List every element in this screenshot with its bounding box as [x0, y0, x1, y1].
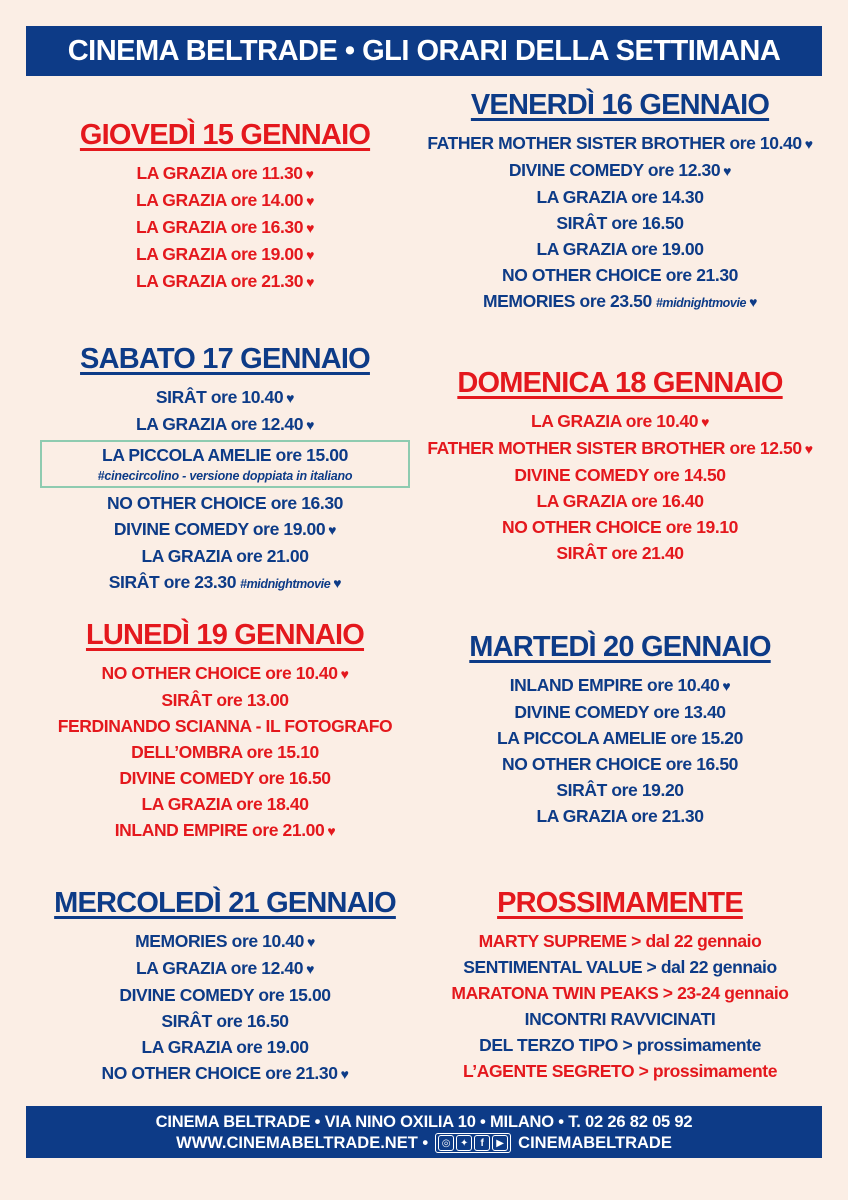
heart-icon: ♥ — [286, 390, 295, 406]
twitter-icon[interactable]: ✦ — [456, 1135, 472, 1151]
screening: SIRÂT ore 23.30 #midnightmovie ♥ — [108, 572, 342, 592]
day-title: VENERDÌ 16 GENNAIO — [470, 89, 770, 121]
heart-icon: ♥ — [340, 666, 349, 682]
screening: LA GRAZIA ore 21.30 — [536, 806, 704, 826]
screening: SIRÂT ore 21.40 — [556, 543, 684, 563]
day-friday — [420, 86, 820, 316]
screening: SIRÂT ore 16.50 — [161, 1011, 289, 1031]
screening: SIRÂT ore 13.00 — [161, 690, 289, 710]
screening: LA GRAZIA ore 18.40 — [141, 794, 309, 814]
screening: INLAND EMPIRE ore 21.00 ♥ — [114, 820, 336, 840]
screening: FERDINANDO SCIANNA - IL FOTOGRAFO — [57, 716, 393, 736]
facebook-icon[interactable]: f — [474, 1135, 490, 1151]
screening: LA GRAZIA ore 16.40 — [536, 491, 704, 511]
screening: LA PICCOLA AMELIE ore 15.20 — [497, 728, 743, 748]
heart-icon: ♥ — [749, 294, 757, 310]
screening: LA GRAZIA ore 21.30 ♥ — [135, 271, 315, 291]
heart-icon: ♥ — [722, 678, 731, 694]
screening: DELL’OMBRA ore 15.10 — [131, 742, 319, 762]
screening: LA PICCOLA AMELIE ore 15.00 — [102, 445, 348, 465]
screening: SIRÂT ore 10.40 ♥ — [155, 387, 295, 407]
page-title-banner — [26, 26, 822, 76]
screening: LA GRAZIA ore 12.40 ♥ — [135, 414, 315, 434]
screening: DIVINE COMEDY ore 15.00 — [119, 985, 331, 1005]
midnight-tag: #midnightmovie — [240, 577, 331, 591]
heart-icon: ♥ — [327, 823, 336, 839]
screening: NO OTHER CHOICE ore 19.10 — [501, 517, 739, 537]
footer — [26, 1106, 822, 1158]
coming-soon-item: MARATONA TWIN PEAKS > 23-24 gennaio — [451, 983, 789, 1003]
day-saturday — [40, 340, 410, 597]
screening: DIVINE COMEDY ore 14.50 — [514, 465, 726, 485]
screening: NO OTHER CHOICE ore 21.30 — [501, 265, 739, 285]
heart-icon: ♥ — [306, 274, 315, 290]
screening: MEMORIES ore 23.50 #midnightmovie ♥ — [482, 291, 757, 311]
website-link[interactable]: WWW.CINEMABELTRADE.NET • — [176, 1134, 429, 1152]
coming-soon — [420, 884, 820, 1084]
heart-icon: ♥ — [723, 163, 732, 179]
instagram-icon[interactable]: ◎ — [438, 1135, 454, 1151]
screening: NO OTHER CHOICE ore 16.30 — [106, 493, 344, 513]
coming-soon-item: INCONTRI RAVVICINATI — [524, 1009, 716, 1029]
coming-soon-item: L’AGENTE SEGRETO > prossimamente — [462, 1061, 778, 1081]
screening: DIVINE COMEDY ore 12.30 ♥ — [508, 160, 732, 180]
screening: NO OTHER CHOICE ore 10.40 ♥ — [101, 663, 349, 683]
highlighted-screening — [40, 440, 410, 488]
screening: LA GRAZIA ore 19.00 — [536, 239, 704, 259]
heart-icon: ♥ — [804, 136, 813, 152]
screening: SIRÂT ore 16.50 — [556, 213, 684, 233]
screening: DIVINE COMEDY ore 13.40 — [514, 702, 726, 722]
screening: LA GRAZIA ore 19.00 ♥ — [135, 244, 315, 264]
screening: FATHER MOTHER SISTER BROTHER ore 10.40 ♥ — [427, 133, 813, 153]
heart-icon: ♥ — [306, 193, 315, 209]
heart-icon: ♥ — [328, 522, 337, 538]
screening: FATHER MOTHER SISTER BROTHER ore 12.50 ♥ — [427, 438, 813, 458]
coming-soon-title: PROSSIMAMENTE — [497, 887, 743, 919]
screening: LA GRAZIA ore 16.30 ♥ — [135, 217, 315, 237]
screening: SIRÂT ore 19.20 — [556, 780, 684, 800]
heart-icon: ♥ — [340, 1066, 349, 1082]
screening: DIVINE COMEDY ore 16.50 — [119, 768, 331, 788]
youtube-icon[interactable]: ▶ — [492, 1135, 508, 1151]
screening: LA GRAZIA ore 14.00 ♥ — [135, 190, 315, 210]
day-title: MERCOLEDÌ 21 GENNAIO — [54, 887, 396, 919]
coming-soon-item: MARTY SUPREME > dal 22 gennaio — [478, 931, 762, 951]
heart-icon: ♥ — [305, 166, 314, 182]
screening: NO OTHER CHOICE ore 16.50 — [501, 754, 739, 774]
footer-address: CINEMA BELTRADE • VIA NINO OXILIA 10 • MILANO • T. 02 26 82 05 92 — [155, 1113, 693, 1131]
heart-icon: ♥ — [333, 575, 342, 591]
heart-icon: ♥ — [306, 220, 315, 236]
midnight-tag: #midnightmovie — [655, 296, 747, 310]
screening: LA GRAZIA ore 21.00 — [141, 546, 309, 566]
day-title: GIOVEDÌ 15 GENNAIO — [79, 119, 371, 151]
screening: LA GRAZIA ore 11.30 ♥ — [136, 163, 314, 183]
screening: MEMORIES ore 10.40 ♥ — [135, 931, 315, 951]
social-icons — [435, 1133, 511, 1153]
screening-note: #cinecircolino - versione doppiata in italiano — [97, 469, 353, 483]
screening: NO OTHER CHOICE ore 21.30 ♥ — [101, 1063, 349, 1083]
screening: INLAND EMPIRE ore 10.40 ♥ — [509, 675, 731, 695]
coming-soon-item: SENTIMENTAL VALUE > dal 22 gennaio — [463, 957, 777, 977]
heart-icon: ♥ — [306, 247, 315, 263]
day-title: LUNEDÌ 19 GENNAIO — [85, 619, 365, 651]
heart-icon: ♥ — [804, 441, 813, 457]
social-handle[interactable]: CINEMABELTRADE — [518, 1134, 672, 1152]
heart-icon: ♥ — [701, 414, 710, 430]
day-title: MARTEDÌ 20 GENNAIO — [469, 631, 771, 663]
coming-soon-item: DEL TERZO TIPO > prossimamente — [479, 1035, 761, 1055]
screening: LA GRAZIA ore 10.40 ♥ — [530, 411, 710, 431]
screening: LA GRAZIA ore 19.00 — [141, 1037, 309, 1057]
day-wednesday — [40, 884, 410, 1087]
heart-icon: ♥ — [306, 934, 315, 950]
day-tuesday — [420, 628, 820, 829]
day-monday — [40, 616, 410, 844]
heart-icon: ♥ — [306, 417, 315, 433]
day-sunday — [420, 364, 820, 566]
screening: LA GRAZIA ore 14.30 — [536, 187, 704, 207]
day-title: SABATO 17 GENNAIO — [80, 343, 370, 375]
heart-icon: ♥ — [306, 961, 315, 977]
page-title: CINEMA BELTRADE • GLI ORARI DELLA SETTIMANA — [67, 34, 781, 67]
screening: LA GRAZIA ore 12.40 ♥ — [135, 958, 315, 978]
day-title: DOMENICA 18 GENNAIO — [457, 367, 783, 399]
screening: DIVINE COMEDY ore 19.00 ♥ — [113, 519, 337, 539]
footer-links — [26, 1132, 822, 1154]
day-thursday — [40, 116, 410, 295]
